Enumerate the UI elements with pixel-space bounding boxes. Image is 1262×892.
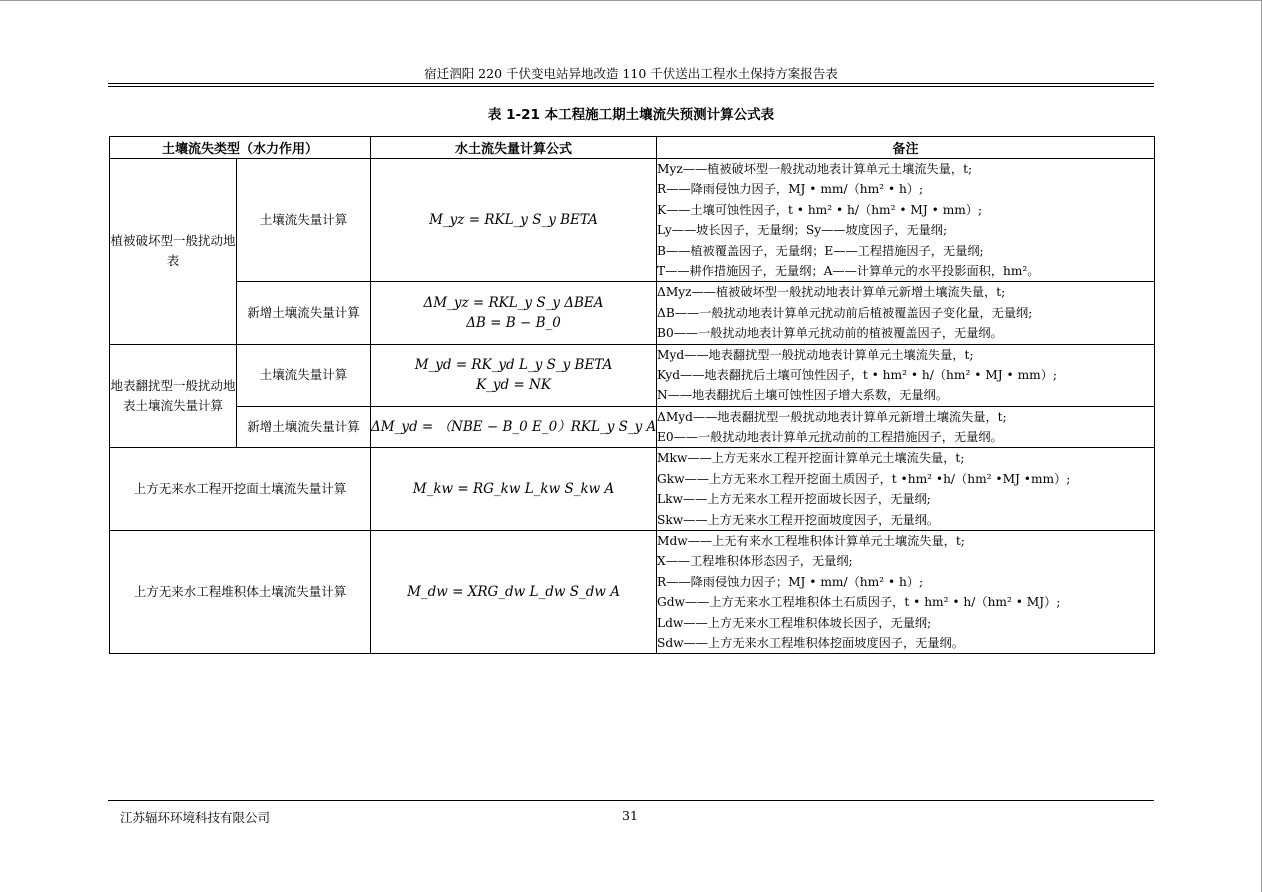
note-line: B——植被覆盖因子，无量纲；E——工程措施因子，无量纲; — [657, 243, 984, 258]
table-row — [110, 406, 1155, 448]
category-cell: 上方无来水工程堆积体土壤流失量计算 — [110, 531, 371, 654]
notes-cell — [657, 344, 1155, 406]
header-type: 土壤流失类型（水力作用） — [110, 137, 371, 159]
note-line: ΔMyz——植被破坏型一般扰动地表计算单元新增土壤流失量，t; — [657, 285, 1006, 300]
formula-cell — [371, 344, 657, 406]
category-cell: 上方无来水工程开挖面土壤流失量计算 — [110, 448, 371, 531]
table-caption: 表 1-21 本工程施工期土壤流失预测计算公式表 — [487, 107, 775, 123]
header-rule-thin — [108, 86, 1154, 87]
note-line: K——土壤可蚀性因子，t • hm² • h/（hm² • MJ • mm）; — [657, 202, 983, 217]
note-line: Kyd——地表翻扰后土壤可蚀性因子，t • hm² • h/（hm² • MJ • mm）; — [657, 367, 1057, 382]
subcategory-cell: 土壤流失量计算 — [237, 159, 371, 282]
note-line: B0——一般扰动地表计算单元扰动前的植被覆盖因子，无量纲。 — [657, 326, 1003, 341]
note-line: Gkw——上方无来水工程开挖面土质因子，t •hm² •h/（hm² •MJ •mm）; — [657, 471, 1071, 486]
page-number: 31 — [622, 808, 638, 823]
category-cell: 地表翻扰型一般扰动地表土壤流失量计算 — [110, 344, 237, 448]
subcategory-cell: 土壤流失量计算 — [237, 344, 371, 406]
note-line: E0——一般扰动地表计算单元扰动前的工程措施因子，无量纲。 — [657, 430, 1003, 445]
formula-line: ΔM_yz = RKL_y S_y ΔBEA — [423, 294, 604, 311]
header-rule-thick — [108, 83, 1154, 84]
note-line: Sdw——上方无来水工程堆积体挖面坡度因子，无量纲。 — [657, 635, 964, 650]
formula-line: ΔB = B − B_0 — [466, 314, 561, 331]
note-line: R——降雨侵蚀力因子，MJ • mm/（hm² • h）; — [657, 182, 924, 197]
note-line: Myd——地表翻扰型一般扰动地表计算单元土壤流失量，t; — [657, 347, 974, 362]
formula-line: M_yz = RKL_y S_y BETA — [429, 212, 598, 229]
notes-cell — [657, 282, 1155, 344]
footer-company: 江苏辐环环境科技有限公司 — [120, 810, 271, 825]
note-line: Mdw——上无有来水工程堆积体计算单元土壤流失量，t; — [657, 534, 965, 549]
note-line: X——工程堆积体形态因子，无量纲; — [657, 554, 853, 569]
note-line: Mkw——上方无来水工程开挖面计算单元土壤流失量，t; — [657, 451, 965, 466]
header-formula: 水土流失量计算公式 — [371, 137, 657, 159]
note-line: ΔMyd——地表翻扰型一般扰动地表计算单元新增土壤流失量，t; — [657, 409, 1007, 424]
formula-cell — [371, 159, 657, 282]
note-line: Ldw——上方无来水工程堆积体坡长因子，无量纲; — [657, 615, 932, 630]
note-line: Skw——上方无来水工程开挖面坡度因子，无量纲。 — [657, 512, 940, 527]
formula-line: M_dw = XRG_dw L_dw S_dw A — [407, 584, 620, 601]
note-line: Lkw——上方无来水工程开挖面坡长因子，无量纲; — [657, 492, 931, 507]
category-cell: 植被破坏型一般扰动地表 — [110, 159, 237, 345]
note-line: T——耕作措施因子，无量纲；A——计算单元的水平投影面积，hm²。 — [657, 263, 1040, 278]
table-row — [110, 159, 1155, 282]
notes-cell — [657, 159, 1155, 282]
formula-cell — [371, 448, 657, 531]
note-line: Myz——植被破坏型一般扰动地表计算单元土壤流失量，t; — [657, 162, 973, 176]
note-line: R——降雨侵蚀力因子；MJ • mm/（hm² • h）; — [657, 574, 924, 589]
note-line: N——地表翻扰后土壤可蚀性因子增大系数，无量纲。 — [657, 388, 948, 403]
page-top-border — [0, 0, 1262, 1]
table-row — [110, 344, 1155, 406]
formula-line: M_yd = RK_yd L_y S_y BETA — [414, 357, 613, 374]
formula-line: K_yd = NK — [476, 377, 551, 394]
table-header-row — [110, 137, 1155, 159]
note-line: Ly——坡长因子，无量纲；Sy——坡度因子，无量纲; — [657, 223, 948, 238]
formula-line: ΔM_yd = （NBE − B_0 E_0）RKL_y S_y A — [371, 419, 657, 436]
notes-cell — [657, 406, 1155, 448]
subcategory-cell: 新增土壤流失量计算 — [237, 282, 371, 344]
header-remark: 备注 — [657, 137, 1155, 159]
notes-cell — [657, 448, 1155, 531]
formula-cell — [371, 531, 657, 654]
note-line: Gdw——上方无来水工程堆积体土石质因子，t • hm² • h/（hm² • MJ）; — [657, 595, 1061, 610]
formula-line: M_kw = RG_kw L_kw S_kw A — [412, 481, 615, 498]
soil-loss-formula-table — [109, 136, 1155, 654]
note-line: ΔB——一般扰动地表计算单元扰动前后植被覆盖因子变化量，无量纲; — [657, 305, 1033, 320]
formula-cell — [371, 282, 657, 344]
notes-cell — [657, 531, 1155, 654]
formula-cell — [371, 406, 657, 448]
report-header-title: 宿迁泗阳 220 千伏变电站异地改造 110 千伏送出工程水土保持方案报告表 — [424, 66, 838, 81]
table-row — [110, 531, 1155, 654]
subcategory-cell: 新增土壤流失量计算 — [237, 406, 371, 448]
table-row — [110, 282, 1155, 344]
table-row — [110, 448, 1155, 531]
footer-rule — [108, 800, 1154, 801]
